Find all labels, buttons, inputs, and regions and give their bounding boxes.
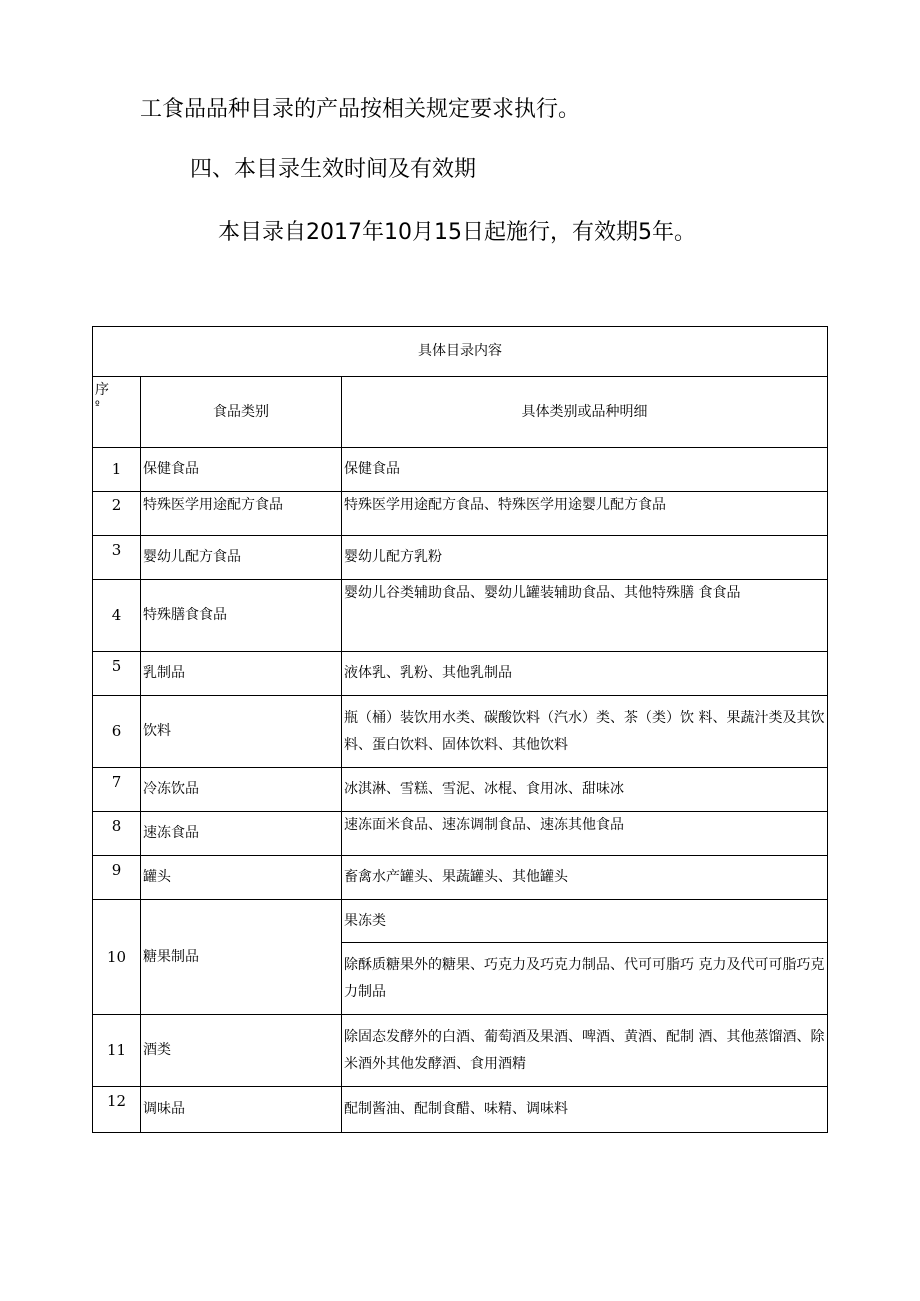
table-row (93, 652, 828, 696)
row-no: 5 (93, 652, 141, 696)
row-category: 乳制品 (141, 652, 342, 696)
table-row (93, 696, 828, 768)
row-details: 瓶（桶）装饮用水类、碳酸饮料（汽水）类、茶（类）饮 料、果蔬汁类及其饮料、蛋白饮料、固体饮料、其他饮料 (342, 696, 828, 768)
row-details: 除固态发酵外的白酒、葡萄酒及果酒、啤酒、黄酒、配制 酒、其他蒸馏酒、除米酒外其他发酵酒、食用酒精 (342, 1015, 828, 1087)
row-no: 6 (93, 696, 141, 768)
table-title: 具体目录内容 (93, 327, 828, 377)
row-no: 1 (93, 448, 141, 492)
catalog-table (92, 326, 828, 1133)
header-category: 食品类别 (141, 377, 342, 448)
row-no: 11 (93, 1015, 141, 1087)
row-category: 婴幼儿配方食品 (141, 536, 342, 580)
row-category: 特殊膳食食品 (141, 580, 342, 652)
table-row (93, 448, 828, 492)
row-details: 果冻类 (342, 900, 828, 943)
header-no (93, 377, 141, 448)
row-no: 12 (93, 1087, 141, 1133)
header-details: 具体类别或品种明细 (342, 377, 828, 448)
row-details: 特殊医学用途配方食品、特殊医学用途婴儿配方食品 (342, 492, 828, 536)
row-details: 婴幼儿配方乳粉 (342, 536, 828, 580)
paragraph-execution-note: 工食品品种目录的产品按相关规定要求执行。 (140, 97, 581, 122)
row-no: 10 (93, 900, 141, 1015)
row-no: 3 (93, 536, 141, 580)
table-row (93, 900, 828, 943)
table-title-row (93, 327, 828, 377)
row-category: 调味品 (141, 1087, 342, 1133)
row-details: 冰淇淋、雪糕、雪泥、冰棍、食用冰、甜味冰 (342, 768, 828, 812)
row-no: 4 (93, 580, 141, 652)
row-details: 速冻面米食品、速冻调制食品、速冻其他食品 (342, 812, 828, 856)
row-no: 2 (93, 492, 141, 536)
table-row (93, 580, 828, 652)
row-details: 配制酱油、配制食醋、味精、调味料 (342, 1087, 828, 1133)
header-no-main: 序 (95, 382, 109, 398)
table-row (93, 768, 828, 812)
row-category: 酒类 (141, 1015, 342, 1087)
table-row (93, 492, 828, 536)
row-category: 糖果制品 (141, 900, 342, 1015)
row-category: 冷冻饮品 (141, 768, 342, 812)
row-details: 畜禽水产罐头、果蔬罐头、其他罐头 (342, 856, 828, 900)
table-row (93, 812, 828, 856)
row-details: 除酥质糖果外的糖果、巧克力及巧克力制品、代可可脂巧 克力及代可可脂巧克力制品 (342, 943, 828, 1015)
row-category: 保健食品 (141, 448, 342, 492)
row-category: 罐头 (141, 856, 342, 900)
row-no: 7 (93, 768, 141, 812)
header-no-sub: º (95, 400, 100, 411)
row-details: 保健食品 (342, 448, 828, 492)
row-category: 速冻食品 (141, 812, 342, 856)
row-no: 9 (93, 856, 141, 900)
section-heading-effective-period: 四、本目录生效时间及有效期 (190, 157, 477, 182)
table-row (93, 1087, 828, 1133)
row-category: 特殊医学用途配方食品 (141, 492, 342, 536)
table-row (93, 856, 828, 900)
row-details: 液体乳、乳粉、其他乳制品 (342, 652, 828, 696)
table-row (93, 1015, 828, 1087)
row-category: 饮料 (141, 696, 342, 768)
table-header-row (93, 377, 828, 448)
table-row (93, 536, 828, 580)
paragraph-effective-date: 本目录自2017年10月15日起施行，有效期5年。 (218, 220, 696, 245)
row-no: 8 (93, 812, 141, 856)
row-details: 婴幼儿谷类辅助食品、婴幼儿罐装辅助食品、其他特殊膳 食食品 (342, 580, 828, 652)
